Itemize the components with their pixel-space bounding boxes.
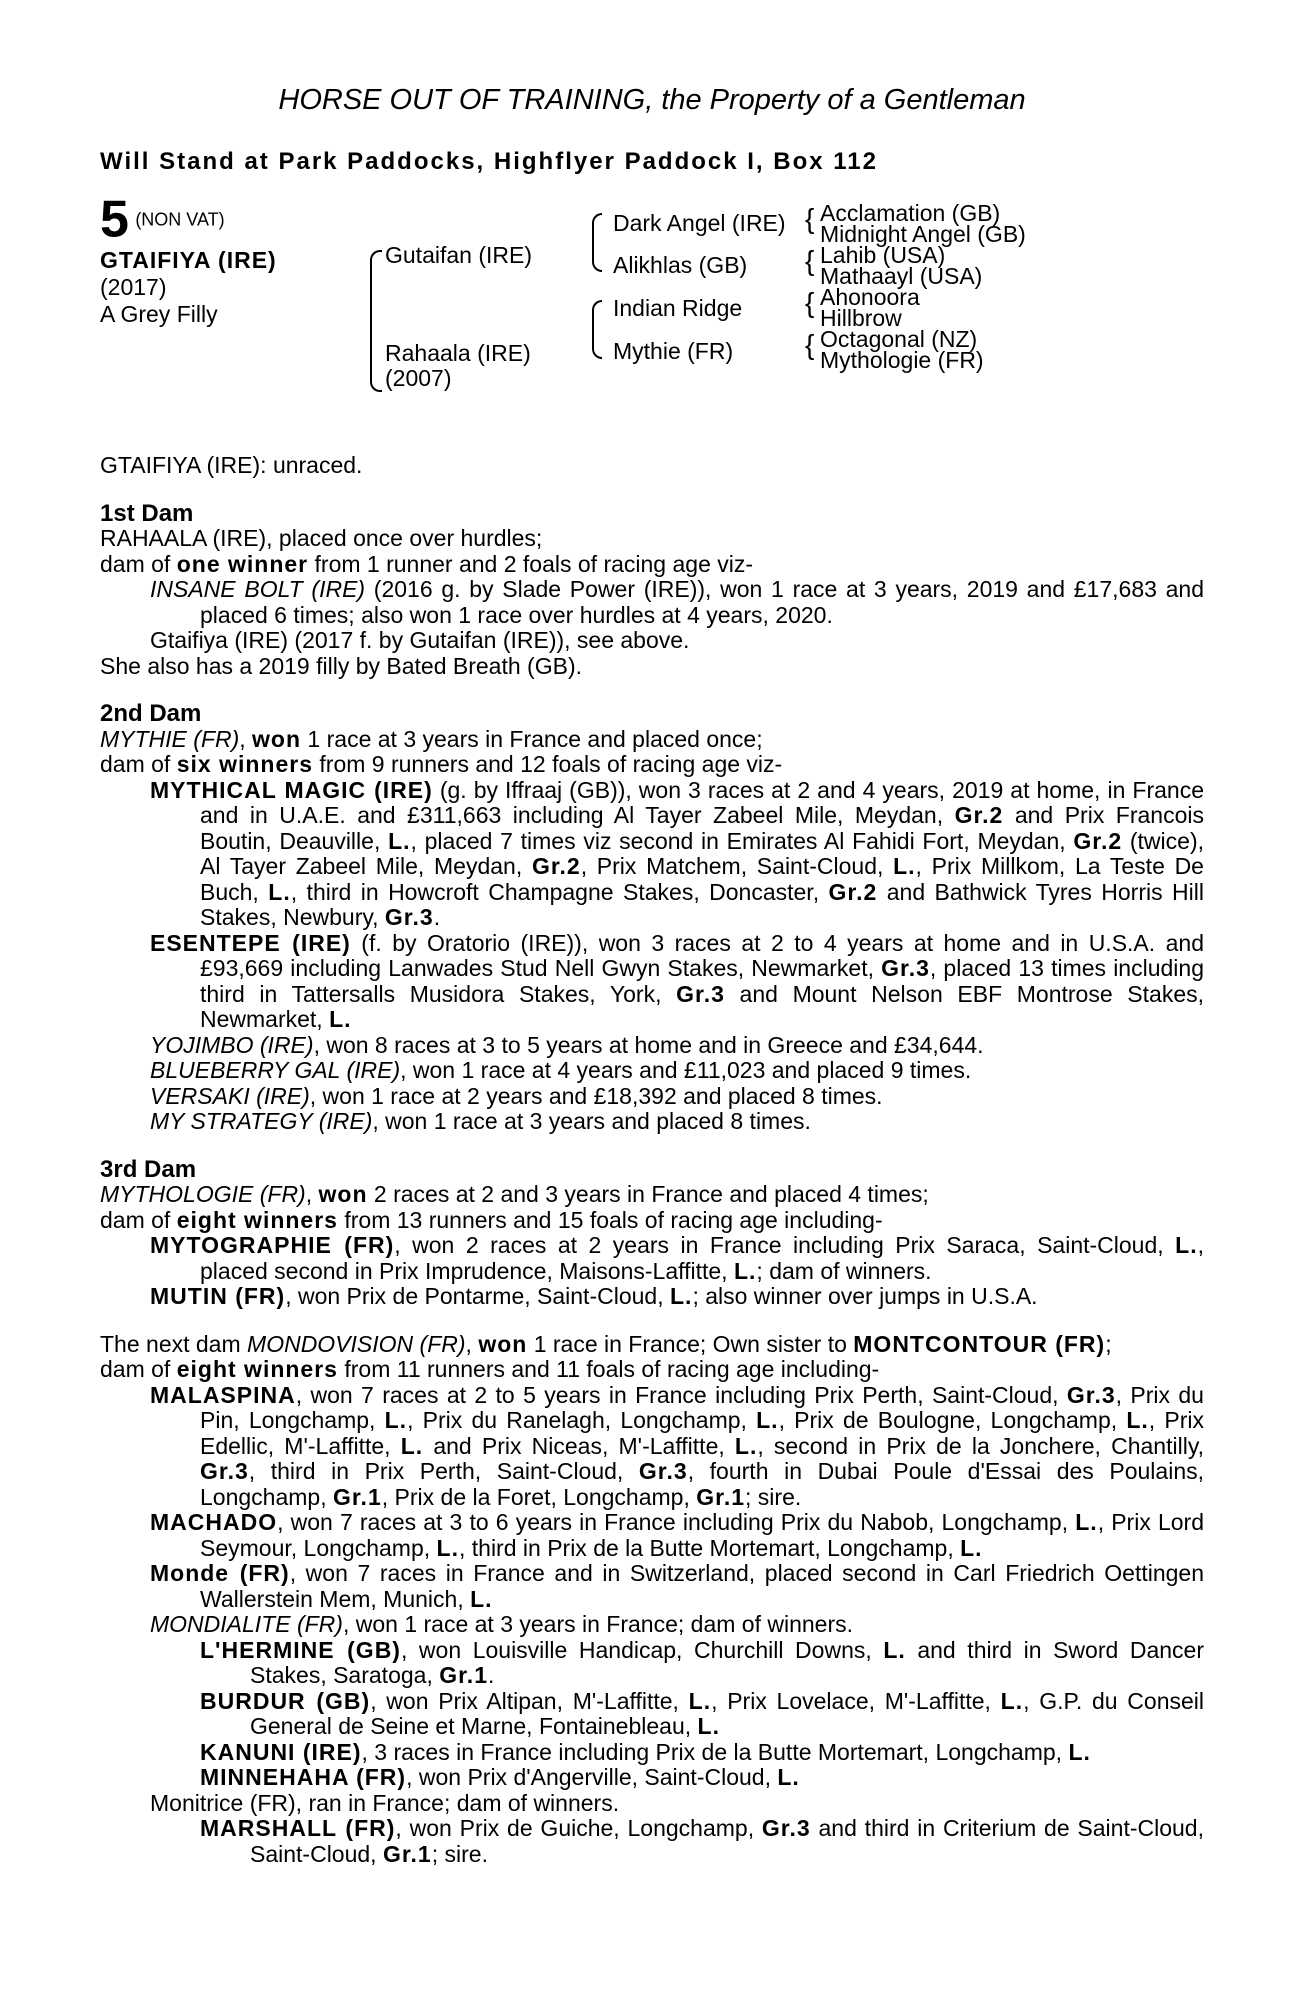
dam-produce-summary: dam of eight winners from 11 runners and 11 foals of racing age including- [100,1356,880,1382]
produce-entry: MONDIALITE (FR), won 1 race at 3 years in France; dam of winners. [150,1611,854,1637]
produce-entry: MALASPINA, won 7 races at 2 to 5 years in France including Prix Perth, Saint-Cloud, Gr.3, Prix du Pin, Longchamp, L., Prix du Ranelagh, Longchamp, L., Prix de Boulogne, Longchamp, L., Prix Edellic, M'-Laffitte, L. and Prix Niceas, M'-Laffitte, L., second in Prix de la Jonchere, Chantilly, Gr.3, third in Prix Perth, Saint-Cloud, Gr.3, fourth in Dubai Poule d'Essai des Poulains, Longchamp, Gr.1, Prix de la Foret, Longchamp, Gr.1; sire. [150,1381,1204,1510]
dam: Rahaala (IRE) [385,340,531,366]
pedigree-dss: Ahonoora [820,284,920,310]
produce-entry: INSANE BOLT (IRE) (2016 g. by Slade Power (IRE)), won 1 race at 3 years, 2019 and £17,683 and placed 6 times; also won 1 race over hurdles at 4 years, 2020. [150,576,1204,628]
first-dam-heading: 1st Dam [100,499,194,527]
sire-sire: Dark Angel (IRE) [613,210,786,236]
third-dam: MYTHOLOGIE (FR), won 2 races at 2 and 3 years in France and placed 4 times; [100,1181,929,1207]
produce-entry: Monitrice (FR), ran in France; dam of winners. [150,1789,620,1816]
lot-info [100,190,277,328]
produce-entry: MY STRATEGY (IRE), won 1 race at 3 years and placed 8 times. [150,1108,811,1134]
pedigree-dds: Octagonal (NZ) [820,326,978,352]
page-title: HORSE OUT OF TRAINING, the Property of a Gentleman [278,84,1026,116]
third-dam-heading: 3rd Dam [100,1155,197,1183]
bracket [370,320,382,392]
foaling-year: (2017) [100,274,167,301]
bracket: { [805,245,815,276]
bracket [592,213,602,240]
bracket: { [805,329,815,360]
dam-note: She also has a 2019 filly by Bated Breath (GB). [100,652,582,679]
stable-location: Will Stand at Park Paddocks, Highflyer Paddock I, Box 112 [100,148,878,175]
produce-entry: Monde (FR), won 7 races in France and in Switzerland, placed second in Carl Friedrich Oettingen Wallerstein Mem, Munich, L. [150,1560,1205,1612]
bracket [592,325,602,359]
pedigree-sdd: Mathaayl (USA) [820,263,983,289]
produce-entry: MYTOGRAPHIE (FR), won 2 races at 2 years in France including Prix Saraca, Saint-Cloud, L., placed second in Prix Imprudence, Maisons-Laffitte, L.; dam of winners. [150,1232,1204,1284]
produce-entry: YOJIMBO (IRE), won 8 races at 3 to 5 years at home and in Greece and £34,644. [150,1031,984,1058]
vat-status: (NON VAT) [135,209,225,230]
produce-entry: BURDUR (GB), won Prix Altipan, M'-Laffitte, L., Prix Lovelace, M'-Laffitte, L., G.P. du Conseil General de Seine et Marne, Fontainebleau, L. [200,1687,1204,1739]
bracket: { [805,287,815,318]
produce-entry: VERSAKI (IRE), won 1 race at 2 years and £18,392 and placed 8 times. [150,1082,883,1109]
horse-description: A Grey Filly [100,301,218,328]
produce-entry: MINNEHAHA (FR), won Prix d'Angerville, Saint-Cloud, L. [200,1764,800,1790]
pedigree-sds: Lahib (USA) [820,242,946,268]
produce-entry: L'HERMINE (GB), won Louisville Handicap, Churchill Downs, L. and third in Sword Dancer Stakes, Saratoga, Gr.1. [200,1636,1204,1688]
horse-name: GTAIFIYA (IRE) [100,247,277,274]
bracket [592,300,602,327]
bracket [592,238,602,272]
produce-entry: KANUNI (IRE), 3 races in France including Prix de la Butte Mortemart, Longchamp, L. [200,1738,1091,1765]
dam-sire: Indian Ridge [613,295,743,321]
pedigree-dsd: Hillbrow [820,305,902,331]
next-dam: The next dam MONDOVISION (FR), won 1 race in France; Own sister to MONTCONTOUR (FR); [100,1330,1112,1357]
second-dam-heading: 2nd Dam [100,700,202,727]
pedigree-table [100,190,1204,435]
produce-entry: Gtaifiya (IRE) (2017 f. by Gutaifan (IRE)), see above. [150,627,690,653]
lot-number: 5 [100,190,129,249]
first-dam: RAHAALA (IRE), placed once over hurdles; [100,525,543,551]
dam-year: (2007) [385,365,452,391]
bracket [370,250,382,322]
dam-dam: Mythie (FR) [613,338,734,364]
sire-dam: Alikhlas (GB) [613,252,748,278]
produce-entry: ESENTEPE (IRE) (f. by Oratorio (IRE)), won 3 races at 2 to 4 years at home and in U.S.A. and £93,669 including Lanwades Stud Nell Gwyn Stakes, Newmarket, Gr.3, placed 13 times including third in Tattersalls Musidora Stakes, York, Gr.3 and Mount Nelson EBF Montrose Stakes, Newmarket, L. [150,929,1204,1032]
produce-entry: MYTHICAL MAGIC (IRE) (g. by Iffraaj (GB)), won 3 races at 2 and 4 years, 2019 at home, in France and in U.A.E. and £311,663 including Al Tayer Zabeel Mile, Meydan, Gr.2 and Prix Francois Boutin, Deauville, L., placed 7 times viz second in Emirates Al Fahidi Fort, Meydan, Gr.2 (twice), Al Tayer Zabeel Mile, Meydan, Gr.2, Prix Matchem, Saint-Cloud, L., Prix Millkom, La Teste De Buch, L., third in Howcroft Champagne Stakes, Doncaster, Gr.2 and Bathwick Tyres Horris Hill Stakes, Newbury, Gr.3. [150,776,1204,930]
sire: Gutaifan (IRE) [385,242,532,268]
produce-entry: MACHADO, won 7 races at 3 to 6 years in France including Prix du Nabob, Longchamp, L., Prix Lord Seymour, Longchamp, L., third in Prix de la Butte Mortemart, Longchamp, L. [150,1509,1204,1561]
pedigree-ssd: Midnight Angel (GB) [820,221,1026,247]
second-dam: MYTHIE (FR), won 1 race at 3 years in France and placed once; [100,725,763,752]
produce-entry: MUTIN (FR), won Prix de Pontarme, Saint-Cloud, L.; also winner over jumps in U.S.A. [150,1283,1038,1309]
pedigree-ddd: Mythologie (FR) [820,347,984,373]
dam-produce-summary: dam of one winner from 1 runner and 2 foals of racing age viz- [100,550,754,577]
produce-entry: BLUEBERRY GAL (IRE), won 1 race at 4 years and £11,023 and placed 9 times. [150,1057,972,1083]
pedigree-sss: Acclamation (GB) [820,200,1001,226]
catalogue-text [100,453,1204,1867]
bracket: { [805,203,815,234]
race-record: GTAIFIYA (IRE): unraced. [100,452,363,478]
dam-produce-summary: dam of eight winners from 13 runners and 15 foals of racing age including- [100,1206,883,1233]
dam-produce-summary: dam of six winners from 9 runners and 12 foals of racing age viz- [100,751,783,777]
produce-entry: MARSHALL (FR), won Prix de Guiche, Longchamp, Gr.3 and third in Criterium de Saint-Cloud, Saint-Cloud, Gr.1; sire. [200,1815,1204,1867]
